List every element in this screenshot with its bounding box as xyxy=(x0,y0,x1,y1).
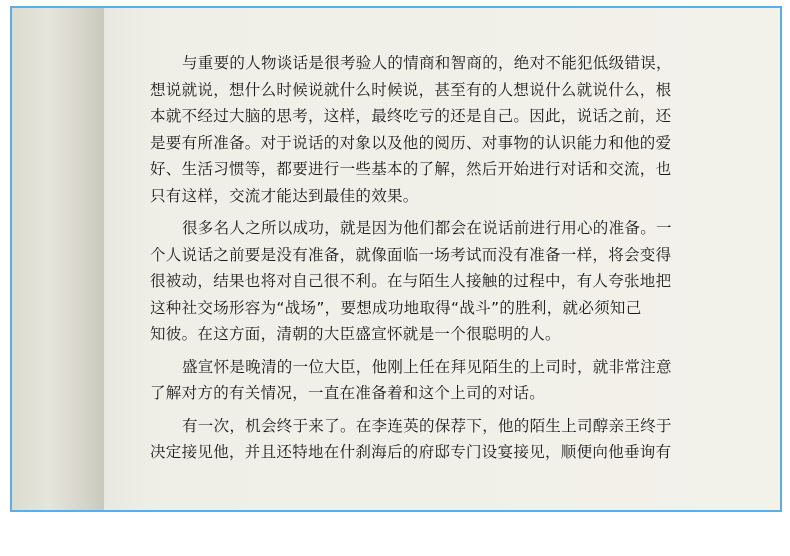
text-line: 本就不经过大脑的思考，这样，最终吃亏的还是自己。因此，说话之前，还 xyxy=(150,107,672,125)
text-line: 只有这样，交流才能达到最佳的效果。 xyxy=(150,186,419,205)
text-line: 盛宣怀是晚清的一位大臣，他刚上任在拜见陌生的上司时，就非常注意 xyxy=(182,357,672,376)
text-line: 是要有所准备。对于说话的对象以及他的阅历、对事物的认识能力和他的爱 xyxy=(150,133,672,152)
text-line: 很多名人之所以成功，就是因为他们都会在说话前进行用心的准备。一 xyxy=(182,219,672,237)
paragraph-2 xyxy=(150,215,690,348)
paragraph-4 xyxy=(150,413,690,466)
text-line: 有一次，机会终于来了。在李连英的保荐下，他的陌生上司醇亲王终于 xyxy=(182,416,672,435)
text-line: 知彼。在这方面，清朝的大臣盛宣怀就是一个很聪明的人。 xyxy=(150,325,561,343)
text-line: 决定接见他，并且还特地在什刹海后的府邸专门设宴接见，顺便向他垂询有 xyxy=(150,443,672,461)
text-line: 好、生活习惯等，都要进行一些基本的了解，然后开始进行对话和交流，也 xyxy=(150,160,672,178)
text-line: 想说就说，想什么时候说就什么时候说，甚至有的人想说什么就说什么，根 xyxy=(150,80,672,99)
scan-frame xyxy=(10,6,782,512)
book-gutter xyxy=(12,8,104,510)
text-line: 了解对方的有关情况，一直在准备着和这个上司的对话。 xyxy=(150,384,546,402)
text-line: 很被动，结果也将对自己很不利。在与陌生人接触的过程中，有人夸张地把 xyxy=(150,272,672,290)
text-line: 与重要的人物谈话是很考验人的情商和智商的，绝对不能犯低级错误， xyxy=(182,54,672,72)
text-line: 这种社交场形容为“战场”，要想成功地取得“战斗”的胜利，就必须知己 xyxy=(150,298,642,317)
text-line: 个人说话之前要是没有准备，就像面临一场考试而没有准备一样，将会变得 xyxy=(150,245,672,264)
paragraph-1 xyxy=(150,50,690,209)
paragraph-3 xyxy=(150,354,690,407)
body-text xyxy=(150,50,690,472)
